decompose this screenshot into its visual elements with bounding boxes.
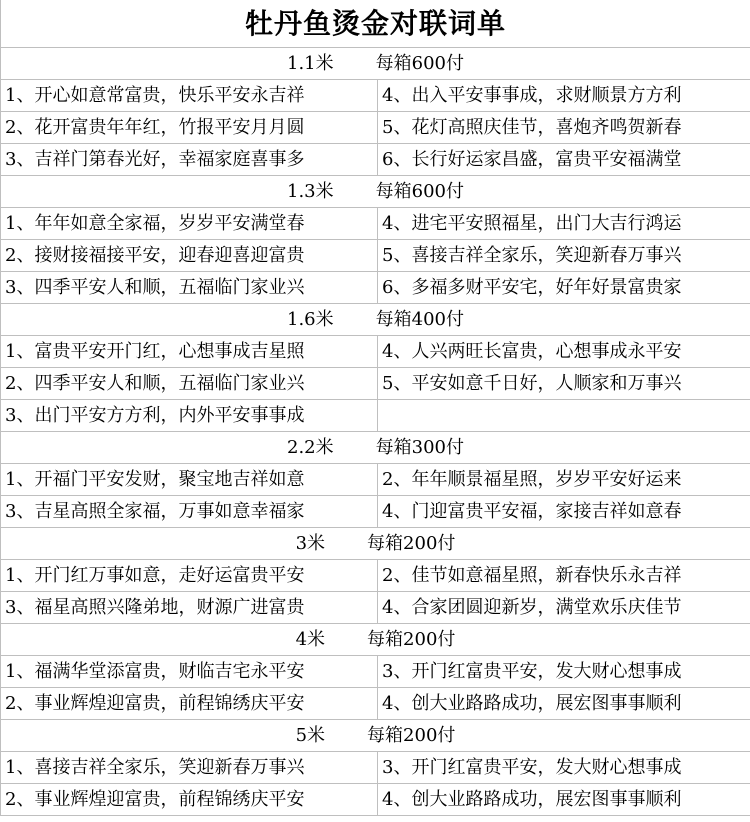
table-row xyxy=(1,464,750,496)
couplet-cell: 3、出门平安方方利，内外平安事事成 xyxy=(1,400,378,431)
table-row xyxy=(1,368,750,400)
section-size: 4米 xyxy=(295,629,326,650)
section-header xyxy=(1,624,750,656)
table-row xyxy=(1,400,750,432)
section-size: 1.1米 xyxy=(287,53,334,74)
couplet-cell: 3、开门红富贵平安，发大财心想事成 xyxy=(382,757,682,778)
table-row xyxy=(1,336,750,368)
section-size: 1.6米 xyxy=(287,309,334,330)
table-row xyxy=(1,592,750,624)
table-row xyxy=(1,240,750,272)
couplet-cell: 1、年年如意全家福，岁岁平安满堂春 xyxy=(1,208,378,239)
section-header xyxy=(1,432,750,464)
couplet-cell: 3、开门红富贵平安，发大财心想事成 xyxy=(382,661,682,682)
section-per-box: 每箱200付 xyxy=(367,629,456,650)
section-per-box: 每箱600付 xyxy=(375,181,464,202)
section-header xyxy=(1,528,750,560)
couplet-cell: 4、合家团圆迎新岁，满堂欢乐庆佳节 xyxy=(382,597,682,618)
couplet-cell: 4、创大业路路成功，展宏图事事顺利 xyxy=(382,789,682,810)
couplet-cell: 3、四季平安人和顺，五福临门家业兴 xyxy=(1,272,378,303)
section-header xyxy=(1,48,750,80)
couplet-cell: 4、门迎富贵平安福，家接吉祥如意春 xyxy=(382,501,682,522)
table-row xyxy=(1,784,750,816)
table-row xyxy=(1,560,750,592)
couplet-cell xyxy=(378,400,750,431)
couplet-cell: 2、佳节如意福星照，新春快乐永吉祥 xyxy=(382,565,682,586)
couplet-cell: 2、事业辉煌迎富贵，前程锦绣庆平安 xyxy=(1,784,378,815)
couplet-cell: 5、平安如意千日好，人顺家和万事兴 xyxy=(382,373,682,394)
couplet-cell: 1、喜接吉祥全家乐，笑迎新春万事兴 xyxy=(1,752,378,783)
table-row xyxy=(1,656,750,688)
section-per-box: 每箱200付 xyxy=(367,533,456,554)
section-size: 1.3米 xyxy=(287,181,334,202)
section-per-box: 每箱200付 xyxy=(367,725,456,746)
section-per-box: 每箱300付 xyxy=(375,437,464,458)
couplet-cell: 2、花开富贵年年红，竹报平安月月圆 xyxy=(1,112,378,143)
couplet-cell: 3、吉祥门第春光好，幸福家庭喜事多 xyxy=(1,144,378,175)
table-row xyxy=(1,272,750,304)
section-header xyxy=(1,176,750,208)
couplet-cell: 2、年年顺景福星照，岁岁平安好运来 xyxy=(382,469,682,490)
section-header xyxy=(1,720,750,752)
couplet-cell: 1、开心如意常富贵，快乐平安永吉祥 xyxy=(1,80,378,111)
table-row xyxy=(1,80,750,112)
table-row xyxy=(1,112,750,144)
couplet-cell: 5、花灯高照庆佳节，喜炮齐鸣贺新春 xyxy=(382,117,682,138)
couplet-cell: 2、事业辉煌迎富贵，前程锦绣庆平安 xyxy=(1,688,378,719)
couplet-cell: 2、接财接福接平安，迎春迎喜迎富贵 xyxy=(1,240,378,271)
couplet-cell: 4、出入平安事事成，求财顺景方方利 xyxy=(382,85,682,106)
couplet-cell: 4、创大业路路成功，展宏图事事顺利 xyxy=(382,693,682,714)
couplet-cell: 1、富贵平安开门红，心想事成吉星照 xyxy=(1,336,378,367)
table-row xyxy=(1,496,750,528)
couplet-cell: 4、人兴两旺长富贵，心想事成永平安 xyxy=(382,341,682,362)
couplet-cell: 1、福满华堂添富贵，财临吉宅永平安 xyxy=(1,656,378,687)
couplet-cell: 6、长行好运家昌盛，富贵平安福满堂 xyxy=(382,149,682,170)
section-per-box: 每箱400付 xyxy=(375,309,464,330)
couplet-cell: 3、福星高照兴隆弟地，财源广进富贵 xyxy=(1,592,378,623)
couplet-cell: 1、开福门平安发财，聚宝地吉祥如意 xyxy=(1,464,378,495)
couplet-cell: 1、开门红万事如意，走好运富贵平安 xyxy=(1,560,378,591)
couplet-cell: 6、多福多财平安宅，好年好景富贵家 xyxy=(382,277,682,298)
section-size: 3米 xyxy=(295,533,326,554)
page-title: 牡丹鱼烫金对联词单 xyxy=(1,0,750,48)
table-row xyxy=(1,752,750,784)
table-row xyxy=(1,688,750,720)
couplet-cell: 5、喜接吉祥全家乐，笑迎新春万事兴 xyxy=(382,245,682,266)
section-size: 2.2米 xyxy=(287,437,334,458)
section-size: 5米 xyxy=(295,725,326,746)
couplet-cell: 2、四季平安人和顺，五福临门家业兴 xyxy=(1,368,378,399)
table-row xyxy=(1,208,750,240)
section-per-box: 每箱600付 xyxy=(375,53,464,74)
sections-container xyxy=(1,48,750,816)
couplet-cell: 4、进宅平安照福星，出门大吉行鸿运 xyxy=(382,213,682,234)
section-header xyxy=(1,304,750,336)
table-row xyxy=(1,144,750,176)
couplet-cell: 3、吉星高照全家福，万事如意幸福家 xyxy=(1,496,378,527)
